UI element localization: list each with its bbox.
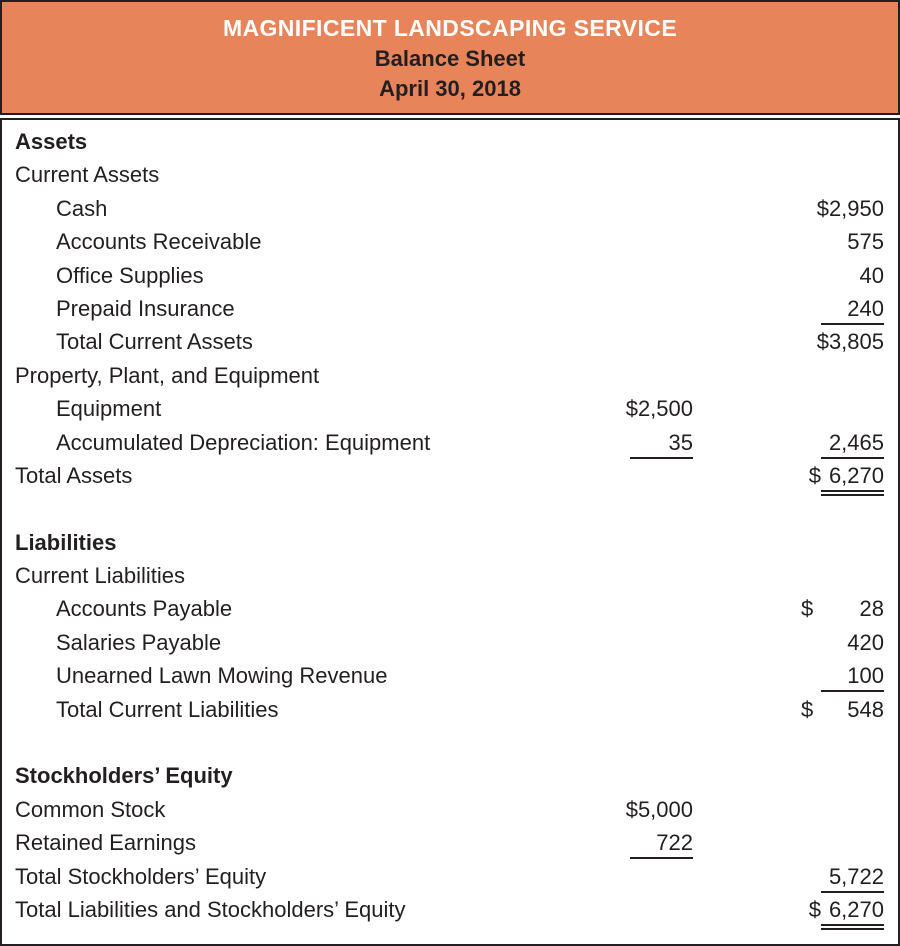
amount-col-right (801, 192, 884, 225)
amount-value: 420 (847, 629, 884, 655)
row-label: Common Stock (15, 796, 166, 822)
amount-col-right (801, 292, 884, 325)
row-label: Stockholders’ Equity (15, 763, 233, 789)
row-label: Liabilities (15, 529, 117, 555)
balance-sheet-body (0, 118, 900, 946)
amount-value: 2,465 (821, 429, 884, 459)
currency-sign: $ (808, 896, 821, 922)
row-label: Prepaid Insurance (56, 295, 235, 321)
amount-col-right (801, 626, 884, 659)
amount (801, 462, 884, 496)
amount-value: $2,950 (816, 195, 884, 221)
amount-col-right (801, 225, 884, 258)
row-label: Property, Plant, and Equipment (15, 362, 320, 388)
row-label: Current Assets (15, 162, 160, 188)
row-label: Accounts Payable (56, 596, 233, 622)
table-row (15, 259, 884, 292)
table-row (15, 158, 884, 191)
table-row (15, 459, 884, 492)
amount (610, 429, 693, 459)
table-row (15, 893, 884, 926)
amount (801, 696, 884, 726)
amount (801, 629, 884, 659)
table-row (15, 826, 884, 859)
row-label: Office Supplies (56, 262, 204, 288)
amount-col-right (801, 693, 884, 726)
amount-col-right (801, 659, 884, 692)
amount-value: 575 (847, 229, 884, 255)
row-label: Retained Earnings (15, 830, 197, 856)
table-row (15, 860, 884, 893)
amount-col-right (801, 592, 884, 625)
amount-value: $5,000 (625, 796, 693, 822)
table-row (15, 359, 884, 392)
amount (610, 395, 693, 425)
currency-sign: $ (801, 696, 814, 722)
table-row (15, 225, 884, 258)
amount (801, 328, 884, 358)
amount-col-middle (610, 793, 693, 826)
table-row (15, 392, 884, 425)
amount (801, 262, 884, 292)
amount (801, 228, 884, 258)
amount (801, 295, 884, 325)
table-row (15, 426, 884, 459)
amount-col-middle (610, 426, 693, 459)
row-label: Salaries Payable (56, 629, 222, 655)
row-label: Total Assets (15, 462, 133, 488)
amount (610, 829, 693, 859)
spacer-row (15, 492, 884, 525)
spacer-row (15, 726, 884, 759)
amount-col-middle (610, 826, 693, 859)
table-row (15, 793, 884, 826)
table-row (15, 592, 884, 625)
amount (801, 662, 884, 692)
amount-col-middle (610, 392, 693, 425)
currency-sign: $ (808, 462, 821, 488)
table-row (15, 325, 884, 358)
amount-value: 548 (847, 696, 884, 722)
row-label: Equipment (56, 396, 162, 422)
amount-value: 40 (859, 262, 884, 288)
amount-value: 35 (630, 429, 693, 459)
row-label: Accounts Receivable (56, 229, 262, 255)
amount-col-right (801, 325, 884, 358)
row-label: Total Stockholders’ Equity (15, 863, 267, 889)
amount-value: 6,270 (821, 462, 884, 496)
row-label: Total Current Liabilities (56, 696, 279, 722)
amount-value: 100 (821, 662, 884, 692)
table-row (15, 526, 884, 559)
row-label: Current Liabilities (15, 563, 185, 589)
amount-value: $3,805 (816, 329, 884, 355)
amount (610, 796, 693, 826)
row-label: Total Current Assets (56, 329, 253, 355)
table-row (15, 693, 884, 726)
amount-col-right (801, 459, 884, 496)
table-row (15, 125, 884, 158)
table-row (15, 759, 884, 792)
table-row (15, 626, 884, 659)
amount-value: 722 (630, 829, 693, 859)
amount-col-right (801, 259, 884, 292)
row-label: Total Liabilities and Stockholders’ Equity (15, 896, 406, 922)
statement-header (0, 0, 900, 115)
amount (801, 429, 884, 459)
row-label: Unearned Lawn Mowing Revenue (56, 663, 388, 689)
amount-value: 6,270 (821, 896, 884, 930)
company-name: MAGNIFICENT LANDSCAPING SERVICE (222, 15, 678, 41)
amount (801, 896, 884, 930)
table-row (15, 292, 884, 325)
amount-value: 240 (821, 295, 884, 325)
row-label: Accumulated Depreciation: Equipment (56, 429, 431, 455)
amount-value: $2,500 (625, 396, 693, 422)
amount (801, 195, 884, 225)
amount-value: 28 (859, 596, 884, 622)
table-row (15, 192, 884, 225)
table-row (15, 559, 884, 592)
amount-col-right (801, 893, 884, 930)
amount-col-right (801, 426, 884, 459)
amount (801, 595, 884, 625)
amount-value: 5,722 (821, 863, 884, 893)
statement-date: April 30, 2018 (379, 76, 521, 101)
table-row (15, 659, 884, 692)
row-label: Cash (56, 195, 108, 221)
row-label: Assets (15, 129, 88, 154)
amount-col-right (801, 860, 884, 893)
amount (801, 863, 884, 893)
statement-title: Balance Sheet (374, 46, 526, 71)
currency-sign: $ (801, 596, 814, 622)
